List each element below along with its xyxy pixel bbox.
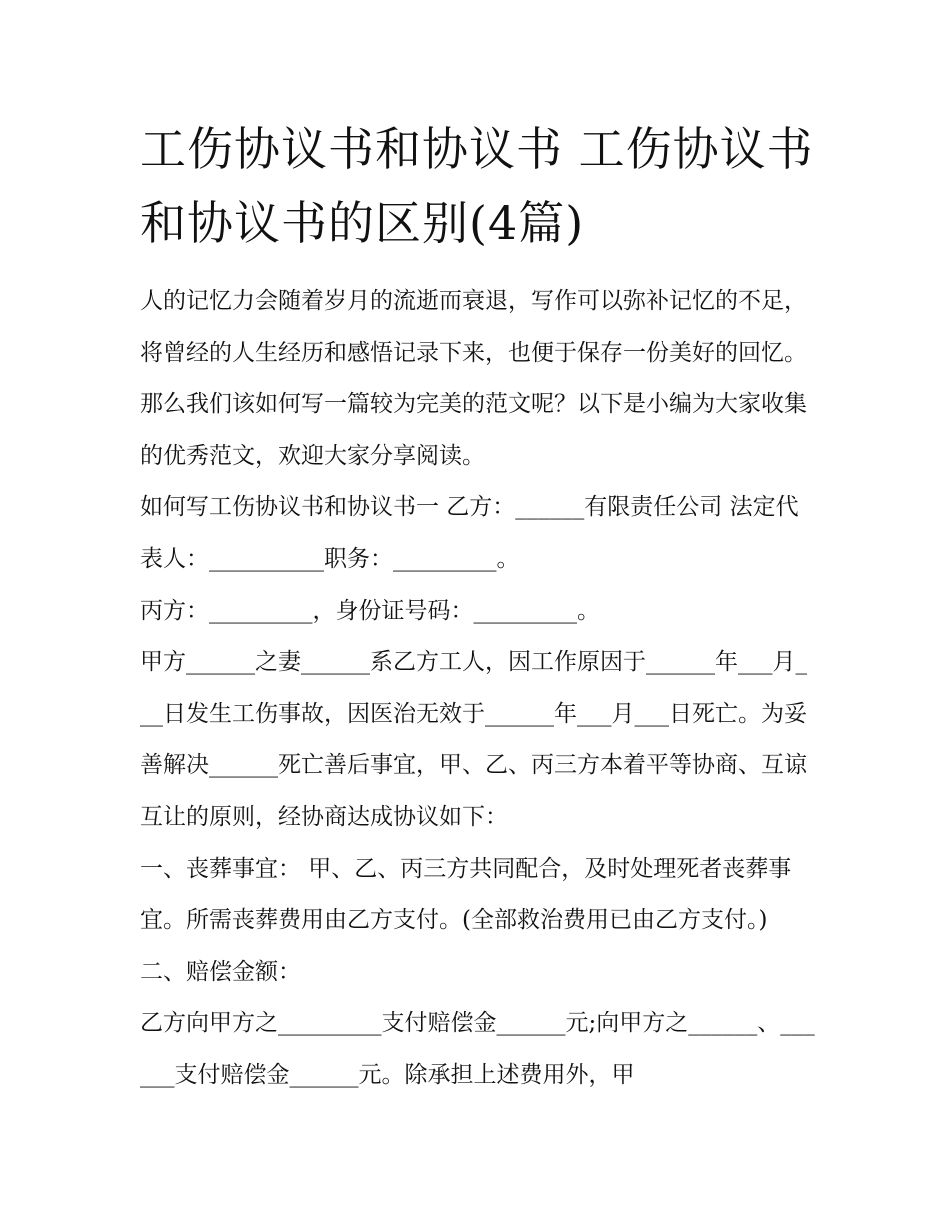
funeral-paragraph: 一、丧葬事宜： 甲、乙、丙三方共同配合，及时处理死者丧葬事宜。所需丧葬费用由乙方支付。(全部救治费用已由乙方支付。) 二、赔偿金额： [140, 855, 792, 985]
party-c-paragraph: 丙方：_________，身份证号码：_________。 [140, 597, 600, 624]
document-title: 工伤协议书和协议书 工伤协议书和协议书的区别(4篇) [140, 122, 814, 250]
compensation-paragraph: 乙方向甲方之_________支付赔偿金______元;向甲方之______、______支付赔偿金______元。除承担上述费用外，甲 [140, 1010, 815, 1088]
document-page [140, 112, 815, 1102]
party-b-paragraph: 如何写工伤协议书和协议书一 乙方：______有限责任公司 法定代表人：__________职务：_________。 [140, 494, 799, 572]
incident-paragraph: 甲方______之妻______系乙方工人，因工作原因于______年___月___日发生工伤事故，因医治无效于______年___月___日死亡。为妥善解决______死亡善后事宜，甲、乙、丙三方本着平等协商、互谅互让的原则，经协商达成协议如下： [140, 649, 807, 830]
intro-paragraph: 人的记忆力会随着岁月的流逝而衰退，写作可以弥补记忆的不足，将曾经的人生经历和感悟记录下来，也便于保存一份美好的回忆。那么我们该如何写一篇较为完美的范文呢？以下是小编为大家收集的优秀范文，欢迎大家分享阅读。 [140, 288, 807, 469]
